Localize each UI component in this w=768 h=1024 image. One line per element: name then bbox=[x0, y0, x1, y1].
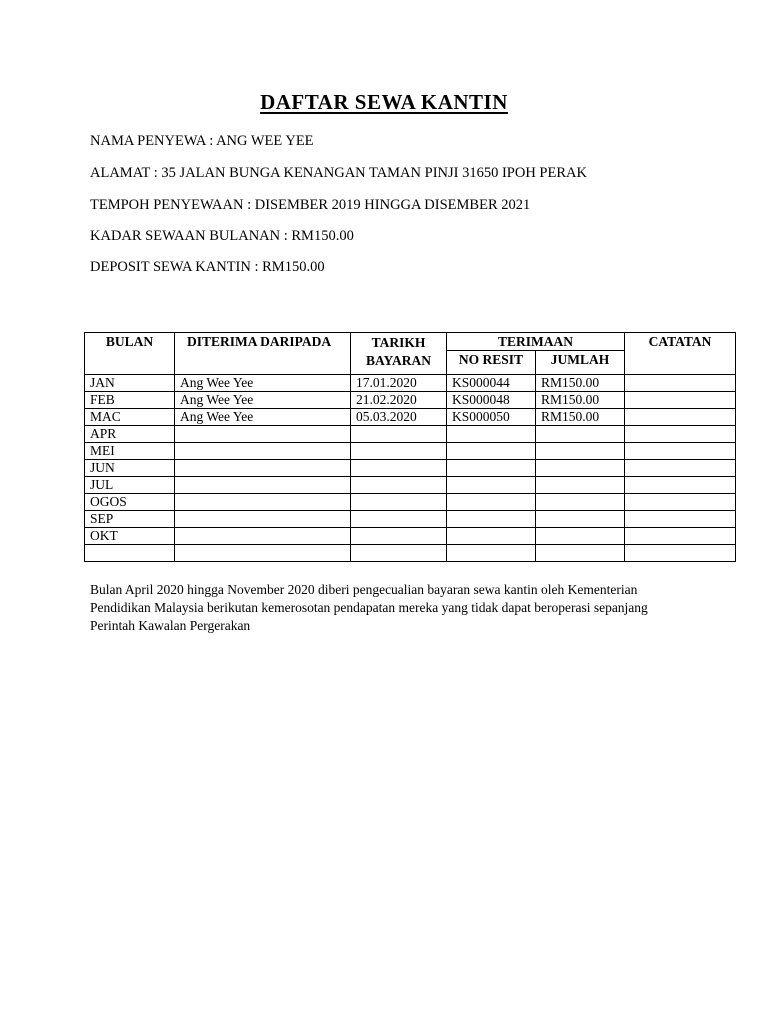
table-row bbox=[85, 460, 736, 477]
cell-diterima bbox=[175, 443, 351, 460]
cell-jumlah bbox=[536, 494, 625, 511]
ledger-body bbox=[85, 375, 736, 562]
cell-noresit bbox=[447, 477, 536, 494]
header-tarikh: TARIKH BAYARAN bbox=[351, 333, 447, 375]
cell-noresit: KS000050 bbox=[447, 409, 536, 426]
table-row bbox=[85, 494, 736, 511]
rental-period: TEMPOH PENYEWAAN : DISEMBER 2019 HINGGA DISEMBER 2021 bbox=[90, 197, 531, 213]
cell-diterima bbox=[175, 477, 351, 494]
cell-noresit bbox=[447, 426, 536, 443]
tenant-address: ALAMAT : 35 JALAN BUNGA KENANGAN TAMAN PINJI 31650 IPOH PERAK bbox=[90, 165, 587, 181]
tenant-name: NAMA PENYEWA : ANG WEE YEE bbox=[90, 133, 314, 149]
cell-diterima bbox=[175, 528, 351, 545]
cell-jumlah: RM150.00 bbox=[536, 409, 625, 426]
cell-bulan: OGOS bbox=[85, 494, 175, 511]
cell-diterima: Ang Wee Yee bbox=[175, 392, 351, 409]
cell-noresit bbox=[447, 443, 536, 460]
cell-bulan: OKT bbox=[85, 528, 175, 545]
cell-catatan bbox=[625, 511, 736, 528]
cell-bulan: JUN bbox=[85, 460, 175, 477]
cell-jumlah bbox=[536, 477, 625, 494]
cell-tarikh bbox=[351, 443, 447, 460]
table-row bbox=[85, 545, 736, 562]
cell-catatan bbox=[625, 477, 736, 494]
cell-diterima bbox=[175, 494, 351, 511]
cell-tarikh: 21.02.2020 bbox=[351, 392, 447, 409]
cell-noresit bbox=[447, 545, 536, 562]
cell-tarikh bbox=[351, 426, 447, 443]
cell-jumlah bbox=[536, 545, 625, 562]
cell-jumlah bbox=[536, 460, 625, 477]
cell-diterima: Ang Wee Yee bbox=[175, 375, 351, 392]
cell-noresit: KS000044 bbox=[447, 375, 536, 392]
cell-jumlah: RM150.00 bbox=[536, 392, 625, 409]
cell-catatan bbox=[625, 528, 736, 545]
cell-noresit bbox=[447, 511, 536, 528]
cell-bulan: FEB bbox=[85, 392, 175, 409]
rent-ledger-table bbox=[84, 332, 736, 562]
exemption-note: Bulan April 2020 hingga November 2020 diberi pengecualian bayaran sewa kantin oleh Kementerian Pendidikan Malaysia berikutan kemerosotan pendapatan mereka yang tidak dapat beroperasi sepanjang Perintah Kawalan Pergerakan bbox=[90, 582, 648, 633]
table-row bbox=[85, 409, 736, 426]
cell-noresit bbox=[447, 460, 536, 477]
cell-tarikh bbox=[351, 528, 447, 545]
table-row bbox=[85, 477, 736, 494]
cell-bulan: APR bbox=[85, 426, 175, 443]
cell-tarikh bbox=[351, 511, 447, 528]
monthly-rate: KADAR SEWAAN BULANAN : RM150.00 bbox=[90, 228, 354, 244]
cell-diterima bbox=[175, 511, 351, 528]
cell-jumlah bbox=[536, 443, 625, 460]
cell-jumlah: RM150.00 bbox=[536, 375, 625, 392]
cell-bulan: SEP bbox=[85, 511, 175, 528]
cell-bulan: MEI bbox=[85, 443, 175, 460]
table-row bbox=[85, 375, 736, 392]
cell-diterima bbox=[175, 545, 351, 562]
table-row bbox=[85, 443, 736, 460]
cell-bulan: JAN bbox=[85, 375, 175, 392]
cell-catatan bbox=[625, 375, 736, 392]
cell-noresit bbox=[447, 494, 536, 511]
cell-noresit bbox=[447, 528, 536, 545]
table-row bbox=[85, 511, 736, 528]
cell-jumlah bbox=[536, 511, 625, 528]
cell-catatan bbox=[625, 409, 736, 426]
header-catatan: CATATAN bbox=[625, 333, 736, 375]
header-diterima: DITERIMA DARIPADA bbox=[175, 333, 351, 375]
header-jumlah: JUMLAH bbox=[536, 351, 625, 375]
header-noresit: NO RESIT bbox=[447, 351, 536, 375]
document-title: DAFTAR SEWA KANTIN bbox=[260, 90, 508, 114]
cell-tarikh bbox=[351, 460, 447, 477]
cell-bulan: JUL bbox=[85, 477, 175, 494]
header-terimaan: TERIMAAN bbox=[447, 333, 625, 351]
cell-jumlah bbox=[536, 528, 625, 545]
cell-tarikh bbox=[351, 494, 447, 511]
cell-tarikh bbox=[351, 545, 447, 562]
header-bulan: BULAN bbox=[85, 333, 175, 375]
cell-jumlah bbox=[536, 426, 625, 443]
cell-catatan bbox=[625, 426, 736, 443]
cell-tarikh: 17.01.2020 bbox=[351, 375, 447, 392]
cell-tarikh bbox=[351, 477, 447, 494]
cell-bulan: MAC bbox=[85, 409, 175, 426]
cell-diterima: Ang Wee Yee bbox=[175, 409, 351, 426]
cell-tarikh: 05.03.2020 bbox=[351, 409, 447, 426]
cell-catatan bbox=[625, 494, 736, 511]
cell-bulan bbox=[85, 545, 175, 562]
table-row bbox=[85, 392, 736, 409]
cell-catatan bbox=[625, 392, 736, 409]
cell-catatan bbox=[625, 460, 736, 477]
cell-catatan bbox=[625, 545, 736, 562]
cell-catatan bbox=[625, 443, 736, 460]
table-row bbox=[85, 426, 736, 443]
table-row bbox=[85, 528, 736, 545]
cell-noresit: KS000048 bbox=[447, 392, 536, 409]
cell-diterima bbox=[175, 426, 351, 443]
deposit: DEPOSIT SEWA KANTIN : RM150.00 bbox=[90, 259, 325, 275]
cell-diterima bbox=[175, 460, 351, 477]
